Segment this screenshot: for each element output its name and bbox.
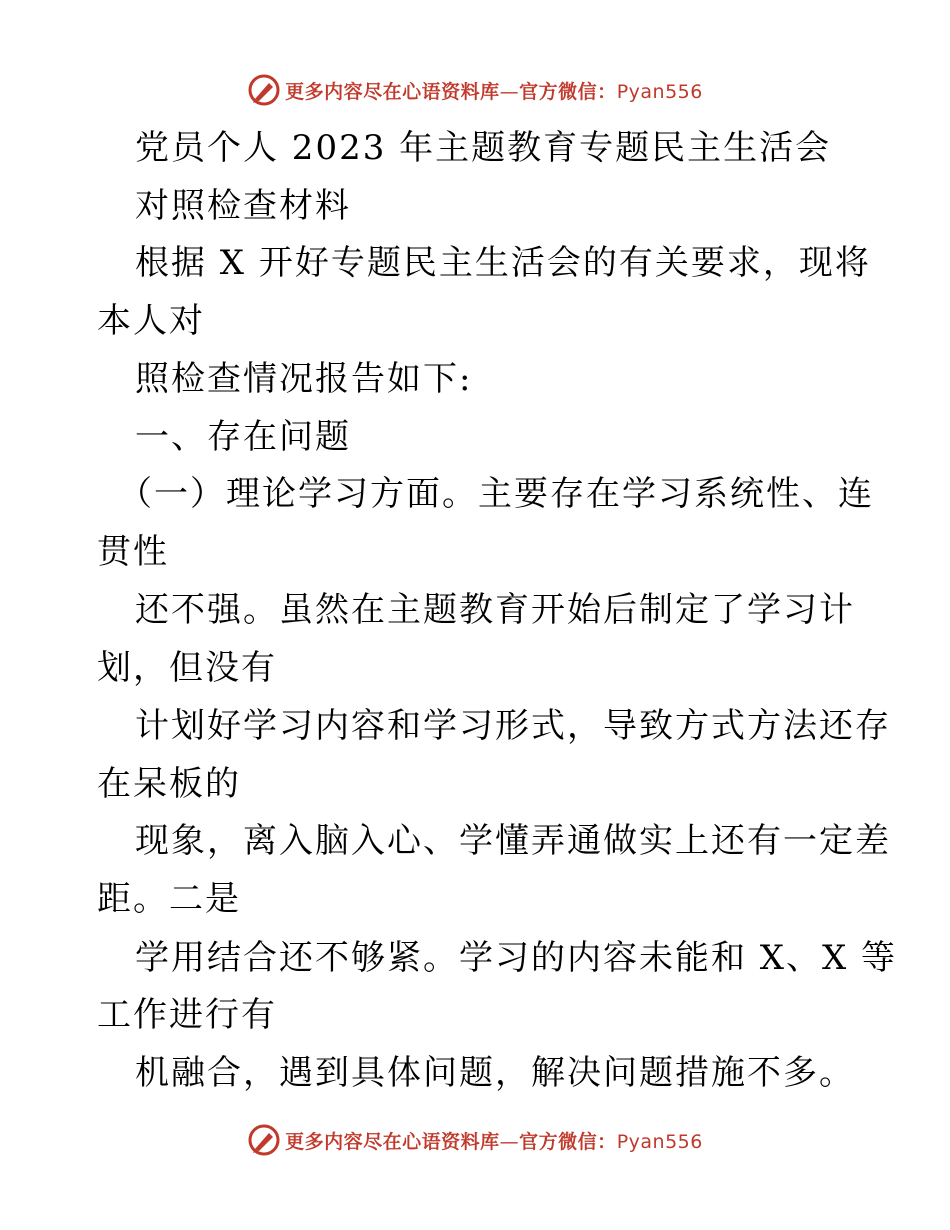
- paragraph-line: 学用结合还不够紧。学习的内容未能和 X、X 等: [135, 938, 898, 978]
- watermark-text: 更多内容尽在心语资料库—官方微信：Pyan556: [285, 1130, 703, 1153]
- pen-logo-icon: [247, 73, 281, 107]
- paragraph-line: 计划好学习内容和学习形式，导致方式方法还存: [135, 706, 891, 746]
- watermark-footer: [0, 1120, 950, 1160]
- doc-title-line-2: 对照检查材料: [135, 186, 351, 226]
- doc-title-line-1: 党员个人 2023 年主题教育专题民主生活会: [135, 128, 832, 168]
- pen-logo-icon: [247, 1123, 281, 1157]
- paragraph-line: 贯性: [97, 532, 169, 572]
- paragraph-line: 还不强。虽然在主题教育开始后制定了学习计: [135, 590, 855, 630]
- paragraph-line: （一）理论学习方面。主要存在学习系统性、连: [118, 474, 874, 514]
- watermark-header: [0, 70, 950, 110]
- paragraph-line: 根据 X 开好专题民主生活会的有关要求，现将: [135, 243, 871, 283]
- paragraph-line: 工作进行有: [97, 995, 277, 1035]
- paragraph-line: 距。二是: [97, 879, 241, 919]
- paragraph-line: 在呆板的: [97, 764, 241, 804]
- paragraph-line: 照检查情况报告如下:: [135, 359, 473, 399]
- paragraph-line: 机融合，遇到具体问题，解决问题措施不多。: [135, 1053, 855, 1093]
- section-heading: 一、存在问题: [135, 417, 351, 457]
- paragraph-line: 现象，离入脑入心、学懂弄通做实上还有一定差: [135, 821, 891, 861]
- watermark-text: 更多内容尽在心语资料库—官方微信：Pyan556: [285, 80, 703, 103]
- paragraph-line: 本人对: [97, 301, 205, 341]
- paragraph-line: 划，但没有: [97, 648, 277, 688]
